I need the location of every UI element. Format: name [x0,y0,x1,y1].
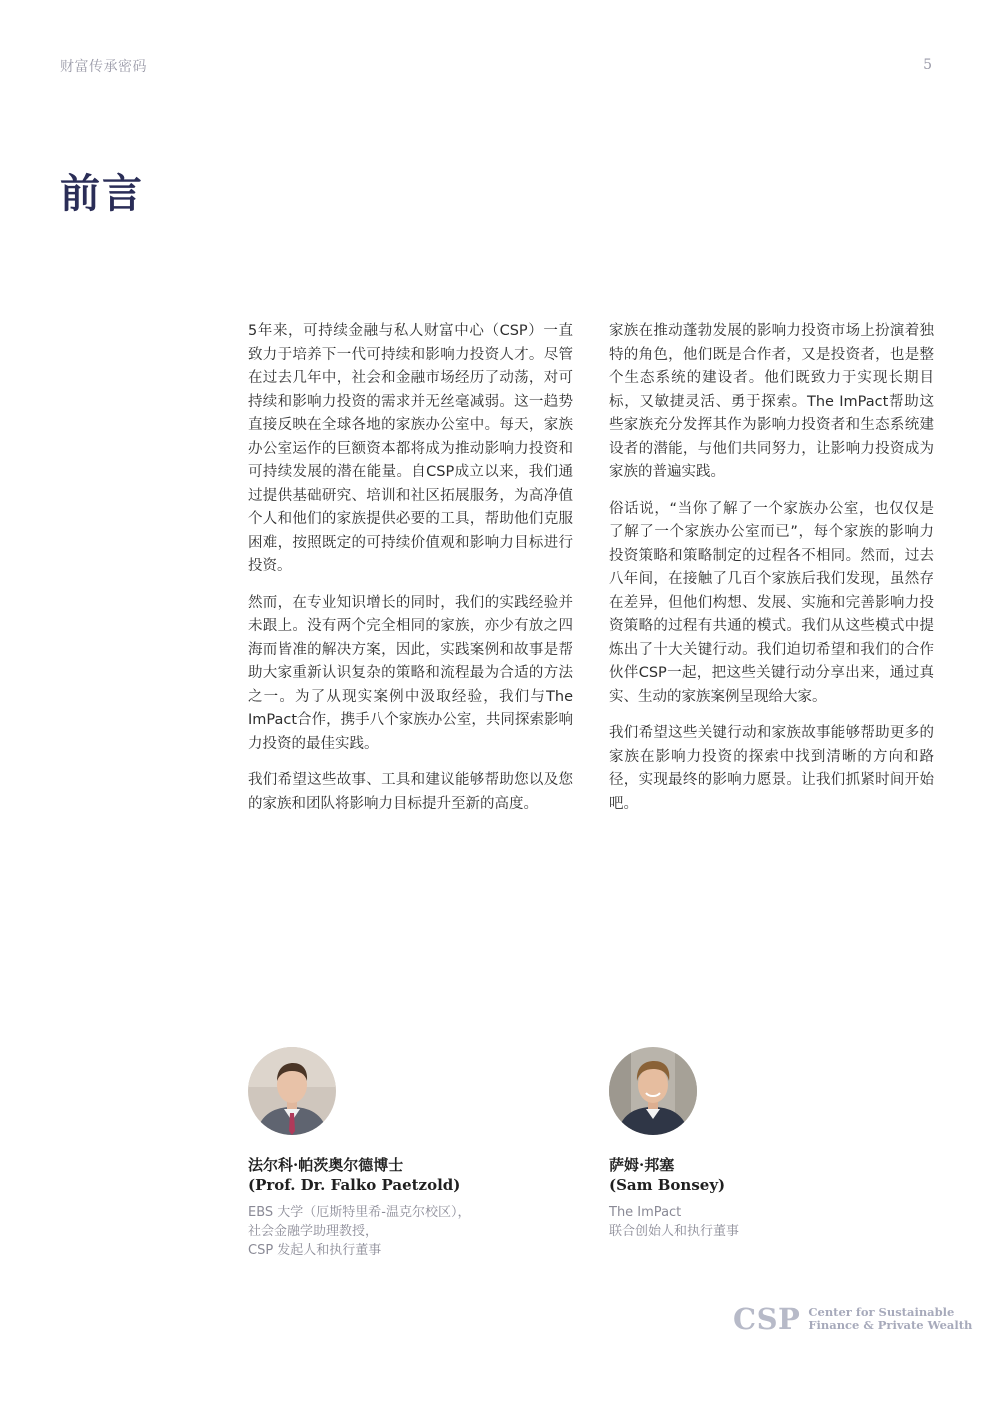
logo-line: Finance & Private Wealth [808,1318,973,1332]
paragraph: 俗话说，“当你了解了一个家族办公室，也仅仅是了解了一个家族办公室而已”，每个家族的影响力投资策略和策略制定的过程各不相同。然而，过去八年间，在接触了几百个家族后我们发现，虽然存在差异，但他们构想、发展、实施和完善影响力投资策略的过程有共通的模式。我们从这些模式中提炼出了十大关键行动。我们迫切希望和我们的合作伙伴CSP一起，把这些关键行动分享出来，通过真实、生动的家族案例呈现给大家。 [609,500,934,705]
author-name-cn: 萨姆·邦塞 [609,1156,675,1174]
page-title: 前言 [60,170,144,217]
avatar-photo-bonsey [609,1047,697,1135]
portrait-icon [248,1047,336,1135]
csp-logo [733,1302,972,1336]
paragraph: 家族在推动蓬勃发展的影响力投资市场上扮演着独特的角色，他们既是合作者，又是投资者，也是整个生态系统的建设者。他们既致力于实现长期目标，又敏捷灵活、勇于探索。The ImPact帮助这些家族充分发挥其作为影响力投资者和生态系统建设者的潜能，与他们共同努力，让影响力投资成为家族的普遍实践。 [609,323,934,480]
text-column-right [609,320,934,829]
author-role [609,1203,909,1241]
author-name-en: (Sam Bonsey) [609,1176,726,1194]
logo-text [808,1306,972,1332]
portrait-icon [609,1047,697,1135]
author-name-en: (Prof. Dr. Falko Paetzold) [248,1176,461,1194]
paragraph: 我们希望这些关键行动和家族故事能够帮助更多的家族在影响力投资的探索中找到清晰的方向和路径，实现最终的影响力愿景。让我们抓紧时间开始吧。 [609,725,934,812]
running-title: 财富传承密码 [60,59,147,75]
paragraph: 5年来，可持续金融与私人财富中心（CSP）一直致力于培养下一代可持续和影响力投资人才。尽管在过去几年中，社会和金融市场经历了动荡，对可持续和影响力投资的需求并无丝毫减弱。这一趋势直接反映在全球各地的家族办公室中。每天，家族办公室运作的巨额资本都将成为推动影响力投资和可持续发展的潜在能量。自CSP成立以来，我们通过提供基础研究、培训和社区拓展服务，为高净值个人和他们的家族提供必要的工具，帮助他们克服困难，按照既定的可持续价值观和影响力目标进行投资。 [248,323,573,574]
logo-line: Center for Sustainable [808,1305,955,1319]
author-role-line: The ImPact [609,1205,682,1220]
paragraph: 然而，在专业知识增长的同时，我们的实践经验并未跟上。没有两个完全相同的家族，亦少有放之四海而皆准的解决方案，因此，实践案例和故事是帮助大家重新认识复杂的策略和流程最为合适的方法之一。为了从现实案例中汲取经验，我们与The ImPact合作，携手八个家族办公室，共同探索影响力投资的最佳实践。 [248,594,573,752]
author-card-bonsey [609,1047,909,1241]
author-card-paetzold [248,1047,548,1260]
author-name-cn: 法尔科·帕茨奥尔德博士 [248,1156,404,1174]
author-role [248,1203,548,1260]
author-role-line: 联合创始人和执行董事 [609,1224,740,1239]
author-role-line: EBS 大学（厄斯特里希-温克尔校区）， [248,1205,471,1220]
paragraph: 我们希望这些故事、工具和建议能够帮助您以及您的家族和团队将影响力目标提升至新的高度。 [248,772,573,812]
page-number: 5 [923,57,932,73]
logo-mark: CSP [733,1302,801,1336]
author-role-line: 社会金融学助理教授， [248,1224,379,1239]
text-column-left [248,320,573,829]
avatar-photo-paetzold [248,1047,336,1135]
author-role-line: CSP 发起人和执行董事 [248,1243,382,1258]
